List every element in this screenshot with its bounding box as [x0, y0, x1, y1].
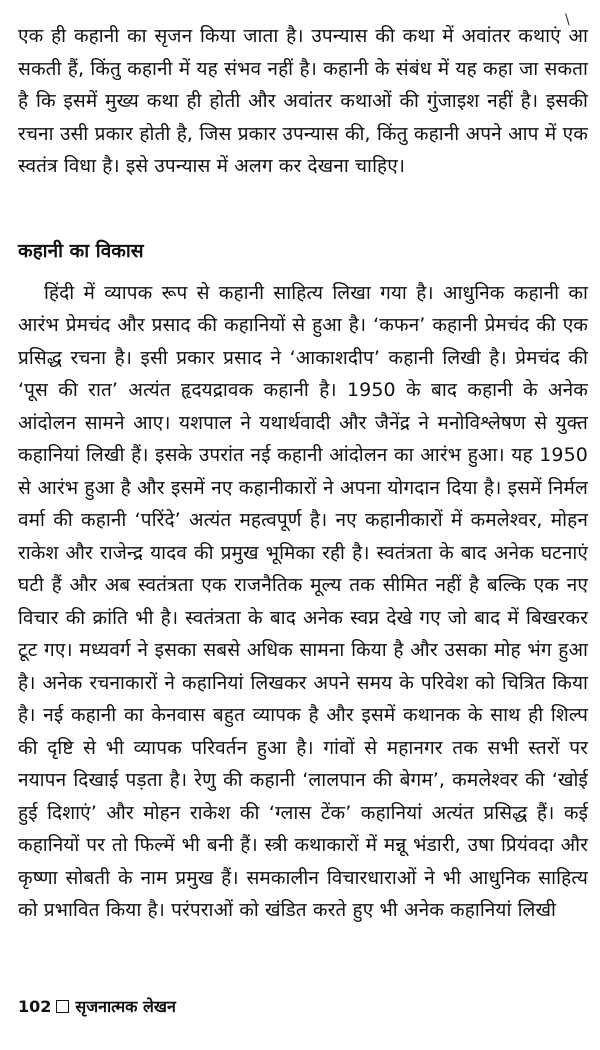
document-page — [18, 20, 588, 1030]
section-spacer — [18, 183, 588, 235]
square-bullet-icon — [56, 1000, 69, 1013]
page-number: 102 — [18, 996, 52, 1016]
page-footer — [18, 995, 176, 1017]
corner-mark: \ — [565, 12, 570, 28]
paragraph-story-development: हिंदी में व्यापक रूप से कहानी साहित्य लिखा गया है। आधुनिक कहानी का आरंभ प्रेमचंद और प्रसाद की कहानियों से हुआ है। ‘कफन’ कहानी प्रेमचंद की एक प्रसिद्ध रचना है। इसी प्रकार प्रसाद ने ‘आकाशदीप’ कहानी लिखी है। प्रेमचंद की ‘पूस की रात’ अत्यंत हृदयद्रावक कहानी है। 1950 के बाद कहानी के अनेक आंदोलन सामने आए। यशपाल ने यथार्थवादी और जैनेंद्र ने मनोविश्लेषण से युक्त कहानियां लिखी हैं। इसके उपरांत नई कहानी आंदोलन का आरंभ हुआ। यह 1950 से आरंभ हुआ है और इसमें नए कहानीकारों ने अपना योगदान दिया है। इसमें निर्मल वर्मा की कहानी ‘परिंदे’ अत्यंत महत्वपूर्ण है। नए कहानीकारों में कमलेश्वर, मोहन राकेश और राजेन्द्र यादव की प्रमुख भूमिका रही है। स्वतंत्रता के बाद अनेक घटनाएं घटी हैं और अब स्वतंत्रता एक राजनैतिक मूल्य तक सीमित नहीं है बल्कि एक नए विचार की क्रांति भी है। स्वतंत्रता के बाद अनेक स्वप्न देखे गए जो बाद में बिखरकर टूट गए। मध्यवर्ग ने इसका सबसे अधिक सामना किया है और उसका मोह भंग हुआ है। अनेक रचनाकारों ने कहानियां लिखकर अपने समय के परिवेश को चित्रित किया है। नई कहानी का केनवास बहुत व्यापक है और इसमें कथानक के साथ ही शिल्प की दृष्टि से भी व्यापक परिवर्तन हुआ है। गांवों से महानगर तक सभी स्तरों पर नयापन दिखाई पड़ता है। रेणु की कहानी ‘लालपान की बेगम’, कमलेश्वर की ‘खोई हुई दिशाएं’ और मोहन राकेश की ‘ग्लास टेंक’ कहानियां अत्यंत प्रसिद्ध हैं। कई कहानियों पर तो फिल्में भी बनी हैं। स्त्री कथाकारों में मन्नू भंडारी, उषा प्रियंवदा और कृष्णा सोबती के नाम प्रमुख हैं। समकालीन विचारधाराओं ने भी आधुनिक साहित्य को प्रभावित किया है। परंपराओं को खंडित करते हुए भी अनेक कहानियां लिखी — [18, 281, 588, 921]
paragraph-continuation: एक ही कहानी का सृजन किया जाता है। उपन्यास की कथा में अवांतर कथाएं आ सकती हैं, किंतु कहानी में यह संभव नहीं है। कहानी के संबंध में यह कहा जा सकता है कि इसमें मुख्य कथा ही होती और अवांतर कथाओं की गुंजाइश नहीं है। इसकी रचना उसी प्रकार होती है, जिस प्रकार उपन्यास की, किंतु कहानी अपने आप में एक स्वतंत्र विधा है। इसे उपन्यास में अलग कर देखना चाहिए। — [18, 25, 588, 177]
section-heading: कहानी का विकास — [18, 239, 144, 262]
book-title: सृजनात्मक लेखन — [75, 997, 176, 1016]
heading-spacer — [18, 267, 588, 277]
